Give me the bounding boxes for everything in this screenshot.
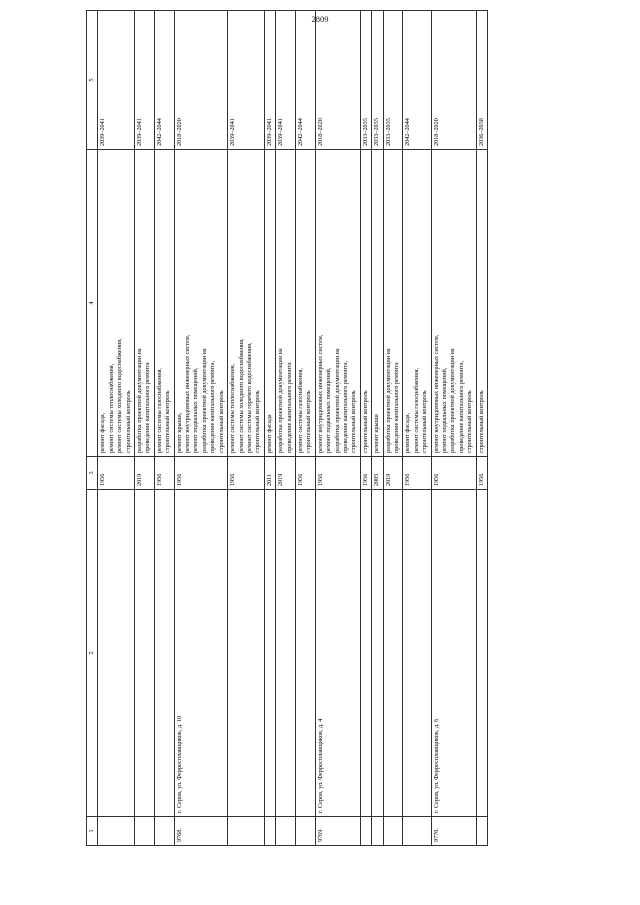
- period-value: [174, 11, 227, 150]
- period-value: [98, 11, 135, 150]
- table-row: [476, 11, 487, 846]
- row-number: [276, 817, 296, 846]
- works-list: [264, 150, 275, 457]
- repair-schedule-table: [86, 10, 488, 846]
- building-address-text: г. Серов, ул. Ферросплавщиков, д. 10: [175, 715, 183, 813]
- period-value-text: 2036–2038: [477, 118, 485, 146]
- works-list: [98, 150, 135, 457]
- row-number: [154, 817, 174, 846]
- year-value: [276, 457, 296, 490]
- row-number: [295, 817, 315, 846]
- period-value: [315, 11, 360, 150]
- table-row: [228, 11, 265, 846]
- year-value-text: 2011: [265, 473, 273, 486]
- row-number: [383, 817, 403, 846]
- year-value-text: 1956: [316, 473, 324, 486]
- works-list-text: ремонт системы газоснабжения, строительный контроль: [296, 368, 313, 453]
- table-row: [383, 11, 403, 846]
- year-value: [383, 457, 403, 490]
- works-list: [315, 150, 360, 457]
- works-list: [135, 150, 155, 457]
- building-address-text: г. Серов, ул. Ферросплавщиков, д. 6: [432, 718, 440, 813]
- building-address: [295, 490, 315, 817]
- period-value: [154, 11, 174, 150]
- works-list: [476, 150, 487, 457]
- year-value: [360, 457, 371, 490]
- row-number: [360, 817, 371, 846]
- row-number: [315, 817, 360, 846]
- building-address: [276, 490, 296, 817]
- column-header: 4: [87, 150, 98, 457]
- works-list-text: строительный контроль: [477, 390, 485, 453]
- column-header: 2: [87, 490, 98, 817]
- building-address: [476, 490, 487, 817]
- column-number-row: [87, 11, 98, 846]
- period-value: [360, 11, 371, 150]
- building-address: [135, 490, 155, 817]
- column-header: 5: [87, 11, 98, 150]
- building-address: [154, 490, 174, 817]
- year-value: [315, 457, 360, 490]
- building-address: [372, 490, 383, 817]
- table-row: [174, 11, 227, 846]
- works-list-text: ремонт внутридомовых инженерных систем, ремонт подвальных помещений, разработка проектной документации на проведение капитального ремонта, строительный контроль: [316, 334, 358, 453]
- period-value-text: 2018–2020: [432, 118, 440, 146]
- year-value-text: 1956: [404, 473, 412, 486]
- row-number: [174, 817, 227, 846]
- building-address: [383, 490, 403, 817]
- row-number: [264, 817, 275, 846]
- year-value: [431, 457, 476, 490]
- period-value: [383, 11, 403, 150]
- year-value-text: 1956: [361, 473, 369, 486]
- works-list: [295, 150, 315, 457]
- table-row: [276, 11, 296, 846]
- building-address: [431, 490, 476, 817]
- year-value: [98, 457, 135, 490]
- works-list-text: разработка проектной документации на проведение капитального ремонта: [277, 348, 293, 453]
- period-value: [228, 11, 265, 150]
- building-address: [315, 490, 360, 817]
- works-list: [383, 150, 403, 457]
- row-number-text: 9769.: [316, 828, 324, 842]
- year-value: [228, 457, 265, 490]
- works-list: [228, 150, 265, 457]
- year-value: [264, 457, 275, 490]
- period-value: [403, 11, 431, 150]
- period-value: [276, 11, 296, 150]
- table-row: [154, 11, 174, 846]
- works-list: [276, 150, 296, 457]
- period-value: [372, 11, 383, 150]
- works-list-text: ремонт крыши, ремонт внутридомовых инженерных систем, ремонт подвальных помещений, разработка проектной документации на проведение капитального ремонта, строительный контроль: [175, 334, 225, 453]
- period-value-text: 2033–2035: [361, 118, 369, 146]
- period-value: [431, 11, 476, 150]
- works-list-text: ремонт крыши: [373, 414, 381, 453]
- table-row: [372, 11, 383, 846]
- year-value-text: 1956: [432, 473, 440, 486]
- year-value: [135, 457, 155, 490]
- period-value-text: 2039–2041: [277, 118, 285, 146]
- year-value-text: 1956: [477, 473, 485, 486]
- row-number: [98, 817, 135, 846]
- year-value: [174, 457, 227, 490]
- works-list: [360, 150, 371, 457]
- works-list: [431, 150, 476, 457]
- column-header: 3: [87, 457, 98, 490]
- year-value-text: 1956: [296, 473, 304, 486]
- period-value-text: 2039–2041: [265, 118, 273, 146]
- works-list: [372, 150, 383, 457]
- works-list-text: разработка проектной документации на проведение капитального ремонта: [136, 348, 152, 453]
- table-row: [403, 11, 431, 846]
- works-list-text: ремонт фасада, ремонт системы газоснабжения, строительный контроль: [404, 368, 429, 453]
- year-value-text: 2005: [373, 473, 381, 486]
- building-address: [98, 490, 135, 817]
- page-number: 2809: [311, 14, 329, 24]
- year-value: [295, 457, 315, 490]
- works-list-text: ремонт внутридомовых инженерных систем, ремонт подвальных помещений, разработка проектной документации на проведение капитального ремонта, строительный контроль: [432, 334, 474, 453]
- table-row: [360, 11, 371, 846]
- document-sheet: [86, 46, 598, 846]
- year-value-text: 1956: [99, 473, 107, 486]
- row-number-text: 9768.: [175, 828, 183, 842]
- table-row: [264, 11, 275, 846]
- works-list-text: ремонт системы теплоснабжения, ремонт системы холодного водоснабжения, ремонт системы горячего водоснабжения, строительный контроль: [229, 338, 262, 453]
- row-number: [372, 817, 383, 846]
- row-number: [135, 817, 155, 846]
- period-value-text: 2042–2044: [296, 118, 304, 146]
- period-value-text: 2042–2044: [155, 118, 163, 146]
- works-list: [154, 150, 174, 457]
- table-row: [295, 11, 315, 846]
- year-value-text: 2019: [277, 473, 285, 486]
- period-value-text: 2042–2044: [404, 118, 412, 146]
- row-number: [431, 817, 476, 846]
- period-value: [476, 11, 487, 150]
- period-value-text: 2018–2020: [316, 118, 324, 146]
- table-row: [135, 11, 155, 846]
- period-value: [135, 11, 155, 150]
- period-value-text: 2039–2041: [99, 118, 107, 146]
- period-value-text: 2039–2041: [229, 118, 237, 146]
- period-value: [295, 11, 315, 150]
- row-number: [228, 817, 265, 846]
- works-list: [174, 150, 227, 457]
- year-value-text: 2019: [384, 473, 392, 486]
- period-value-text: 2033–2035: [373, 118, 381, 146]
- building-address: [264, 490, 275, 817]
- row-number: [403, 817, 431, 846]
- year-value-text: 2019: [136, 473, 144, 486]
- column-header: 1: [87, 817, 98, 846]
- building-address: [403, 490, 431, 817]
- table-row: [98, 11, 135, 846]
- year-value: [372, 457, 383, 490]
- building-address: [174, 490, 227, 817]
- year-value-text: 1956: [175, 473, 183, 486]
- works-list-text: ремонт системы газоснабжения, строительный контроль: [155, 368, 172, 453]
- works-list-text: разработка проектной документации на проведение капитального ремонта: [384, 348, 400, 453]
- works-list-text: ремонт фасада: [265, 414, 273, 453]
- year-value: [476, 457, 487, 490]
- building-address: [360, 490, 371, 817]
- period-value-text: 2039–2041: [136, 118, 144, 146]
- year-value-text: 1956: [155, 473, 163, 486]
- building-address: [228, 490, 265, 817]
- row-number-text: 9770.: [432, 828, 440, 842]
- table-row: [431, 11, 476, 846]
- year-value: [154, 457, 174, 490]
- year-value-text: 1956: [229, 473, 237, 486]
- row-number: [476, 817, 487, 846]
- building-address-text: г. Серов, ул. Ферросплавщиков, д. 4: [316, 718, 324, 813]
- period-value: [264, 11, 275, 150]
- period-value-text: 2033–2035: [384, 118, 392, 146]
- works-list-text: строительный контроль: [361, 390, 369, 453]
- table-row: [315, 11, 360, 846]
- year-value: [403, 457, 431, 490]
- works-list-text: ремонт фасада, ремонт системы теплоснабжения, ремонт системы холодного водоснабжения, строительный контроль: [99, 338, 132, 453]
- works-list: [403, 150, 431, 457]
- period-value-text: 2018–2020: [175, 118, 183, 146]
